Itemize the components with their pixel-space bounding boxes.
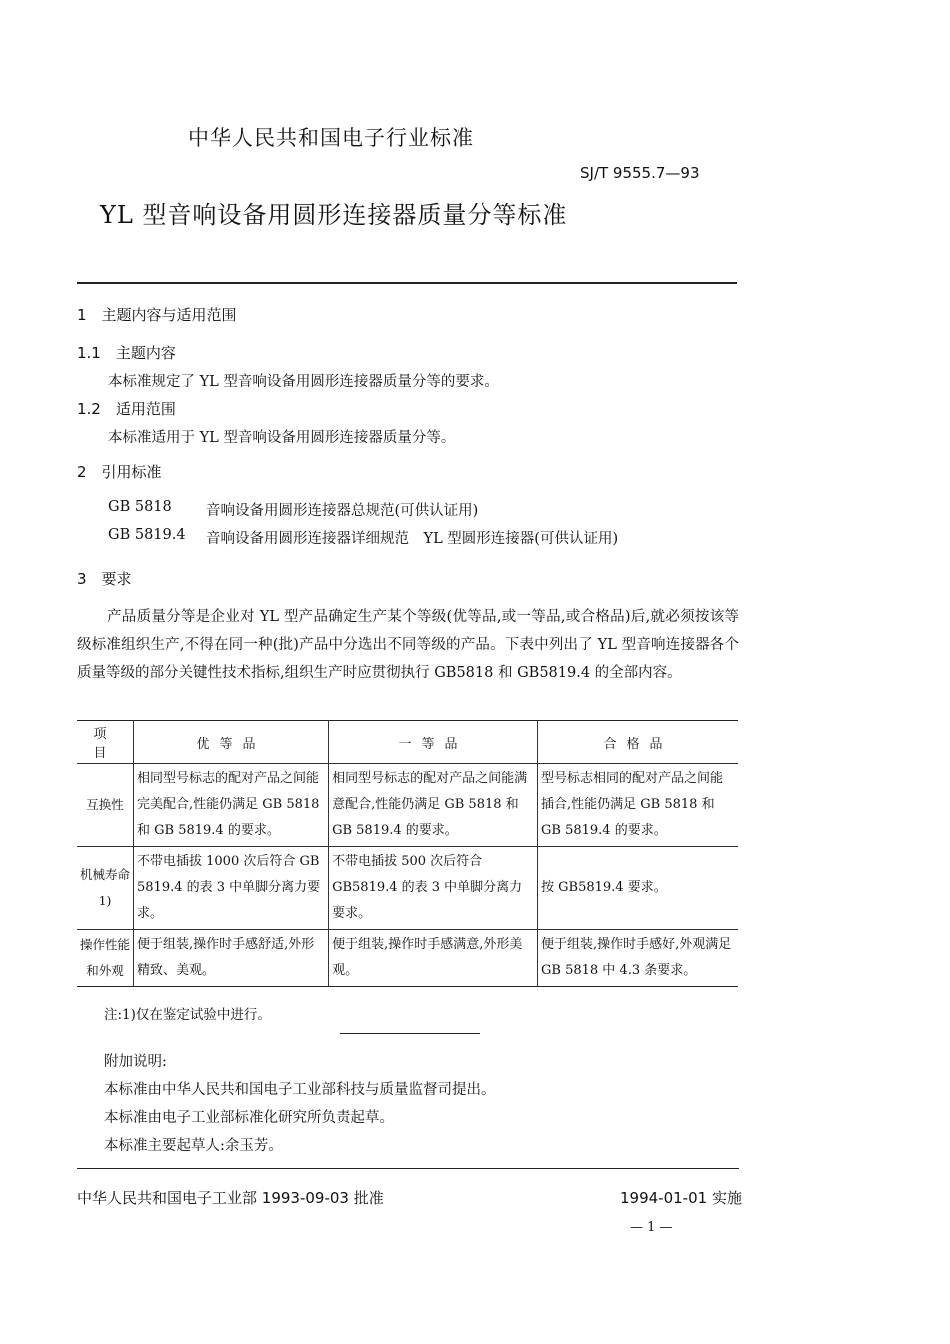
additional-note-line: 本标准由中华人民共和国电子工业部科技与质量监督司提出。 xyxy=(104,1082,496,1098)
section-1-1-heading: 1.1 主题内容 xyxy=(77,344,176,362)
additional-notes-heading: 附加说明: xyxy=(104,1054,167,1070)
cell-qualified: 按 GB5819.4 要求。 xyxy=(538,847,738,930)
implementation-date: 1994-01-01 实施 xyxy=(620,1189,742,1207)
section-2-heading: 2 引用标准 xyxy=(77,463,162,481)
header-premium: 优等品 xyxy=(134,721,329,764)
row-item: 互换性 xyxy=(77,764,134,847)
reference-code: GB 5819.4 xyxy=(108,527,186,543)
top-rule xyxy=(77,282,737,284)
section-1-heading: 1 主题内容与适用范围 xyxy=(77,306,237,324)
reference-name: 音响设备用圆形连接器详细规范 YL 型圆形连接器(可供认证用) xyxy=(206,531,619,547)
header-qualified: 合格品 xyxy=(538,721,738,764)
header-first-class: 一等品 xyxy=(329,721,538,764)
row-item: 机械寿命1) xyxy=(77,847,134,930)
table-row xyxy=(77,764,738,847)
section-1-2-heading: 1.2 适用范围 xyxy=(77,400,176,418)
approval-line: 中华人民共和国电子工业部 1993-09-03 批准 xyxy=(77,1189,384,1207)
table-row xyxy=(77,930,738,987)
reference-name: 音响设备用圆形连接器总规范(可供认证用) xyxy=(206,503,479,519)
row-item: 操作性能和外观 xyxy=(80,937,131,978)
cell-first-class: 相同型号标志的配对产品之间能满意配合,性能仍满足 GB 5818 和 GB 5819.4 的要求。 xyxy=(329,764,538,847)
table-header-row xyxy=(77,721,738,764)
cell-first-class: 不带电插拔 500 次后符合 GB5819.4 的表 3 中单脚分离力要求。 xyxy=(329,847,538,930)
page-number: — 1 — xyxy=(630,1220,673,1235)
standard-number: SJ/T 9555.7—93 xyxy=(580,164,700,182)
cell-premium: 相同型号标志的配对产品之间能完美配合,性能仍满足 GB 5818 和 GB 5819.4 的要求。 xyxy=(134,764,329,847)
short-divider xyxy=(340,1033,480,1034)
reference-code: GB 5818 xyxy=(108,499,172,515)
additional-note-line: 本标准由电子工业部标准化研究所负责起草。 xyxy=(104,1110,394,1126)
cell-first-class: 便于组装,操作时手感满意,外形美观。 xyxy=(329,930,538,987)
cell-premium: 不带电插拔 1000 次后符合 GB 5819.4 的表 3 中单脚分离力要求。 xyxy=(134,847,329,930)
section-3-heading: 3 要求 xyxy=(77,570,132,588)
cell-qualified: 型号标志相同的配对产品之间能插合,性能仍满足 GB 5818 和 GB 5819.4 的要求。 xyxy=(538,764,738,847)
header-item: 项 目 xyxy=(77,721,134,764)
section-3-paragraph: 产品质量分等是企业对 YL 型产品确定生产某个等级(优等品,或一等品,或合格品)后,就必须按该等级标准组织生产,不得在同一种(批)产品中分选出不同等级的产品。下表中列出了 YL 型音响连接器各个质量等级的部分关键性技术指标,组织生产时应贯彻执行 GB5818 和 GB5819.4 的全部内容。 xyxy=(77,609,739,681)
cell-qualified: 便于组装,操作时手感好,外观满足 GB 5818 中 4.3 条要求。 xyxy=(538,930,738,987)
section-1-2-text: 本标准适用于 YL 型音响设备用圆形连接器质量分等。 xyxy=(108,430,456,446)
additional-note-line: 本标准主要起草人:余玉芳。 xyxy=(104,1138,283,1154)
quality-grade-table xyxy=(77,720,738,987)
table-footnote: 注:1)仅在鉴定试验中进行。 xyxy=(104,1007,271,1023)
cell-premium: 便于组装,操作时手感舒适,外形精致、美观。 xyxy=(134,930,329,987)
bottom-rule xyxy=(77,1168,739,1169)
standard-organization: 中华人民共和国电子行业标准 xyxy=(188,126,474,150)
document-title: YL 型音响设备用圆形连接器质量分等标准 xyxy=(100,201,568,229)
section-1-1-text: 本标准规定了 YL 型音响设备用圆形连接器质量分等的要求。 xyxy=(108,374,499,390)
table-row xyxy=(77,847,738,930)
